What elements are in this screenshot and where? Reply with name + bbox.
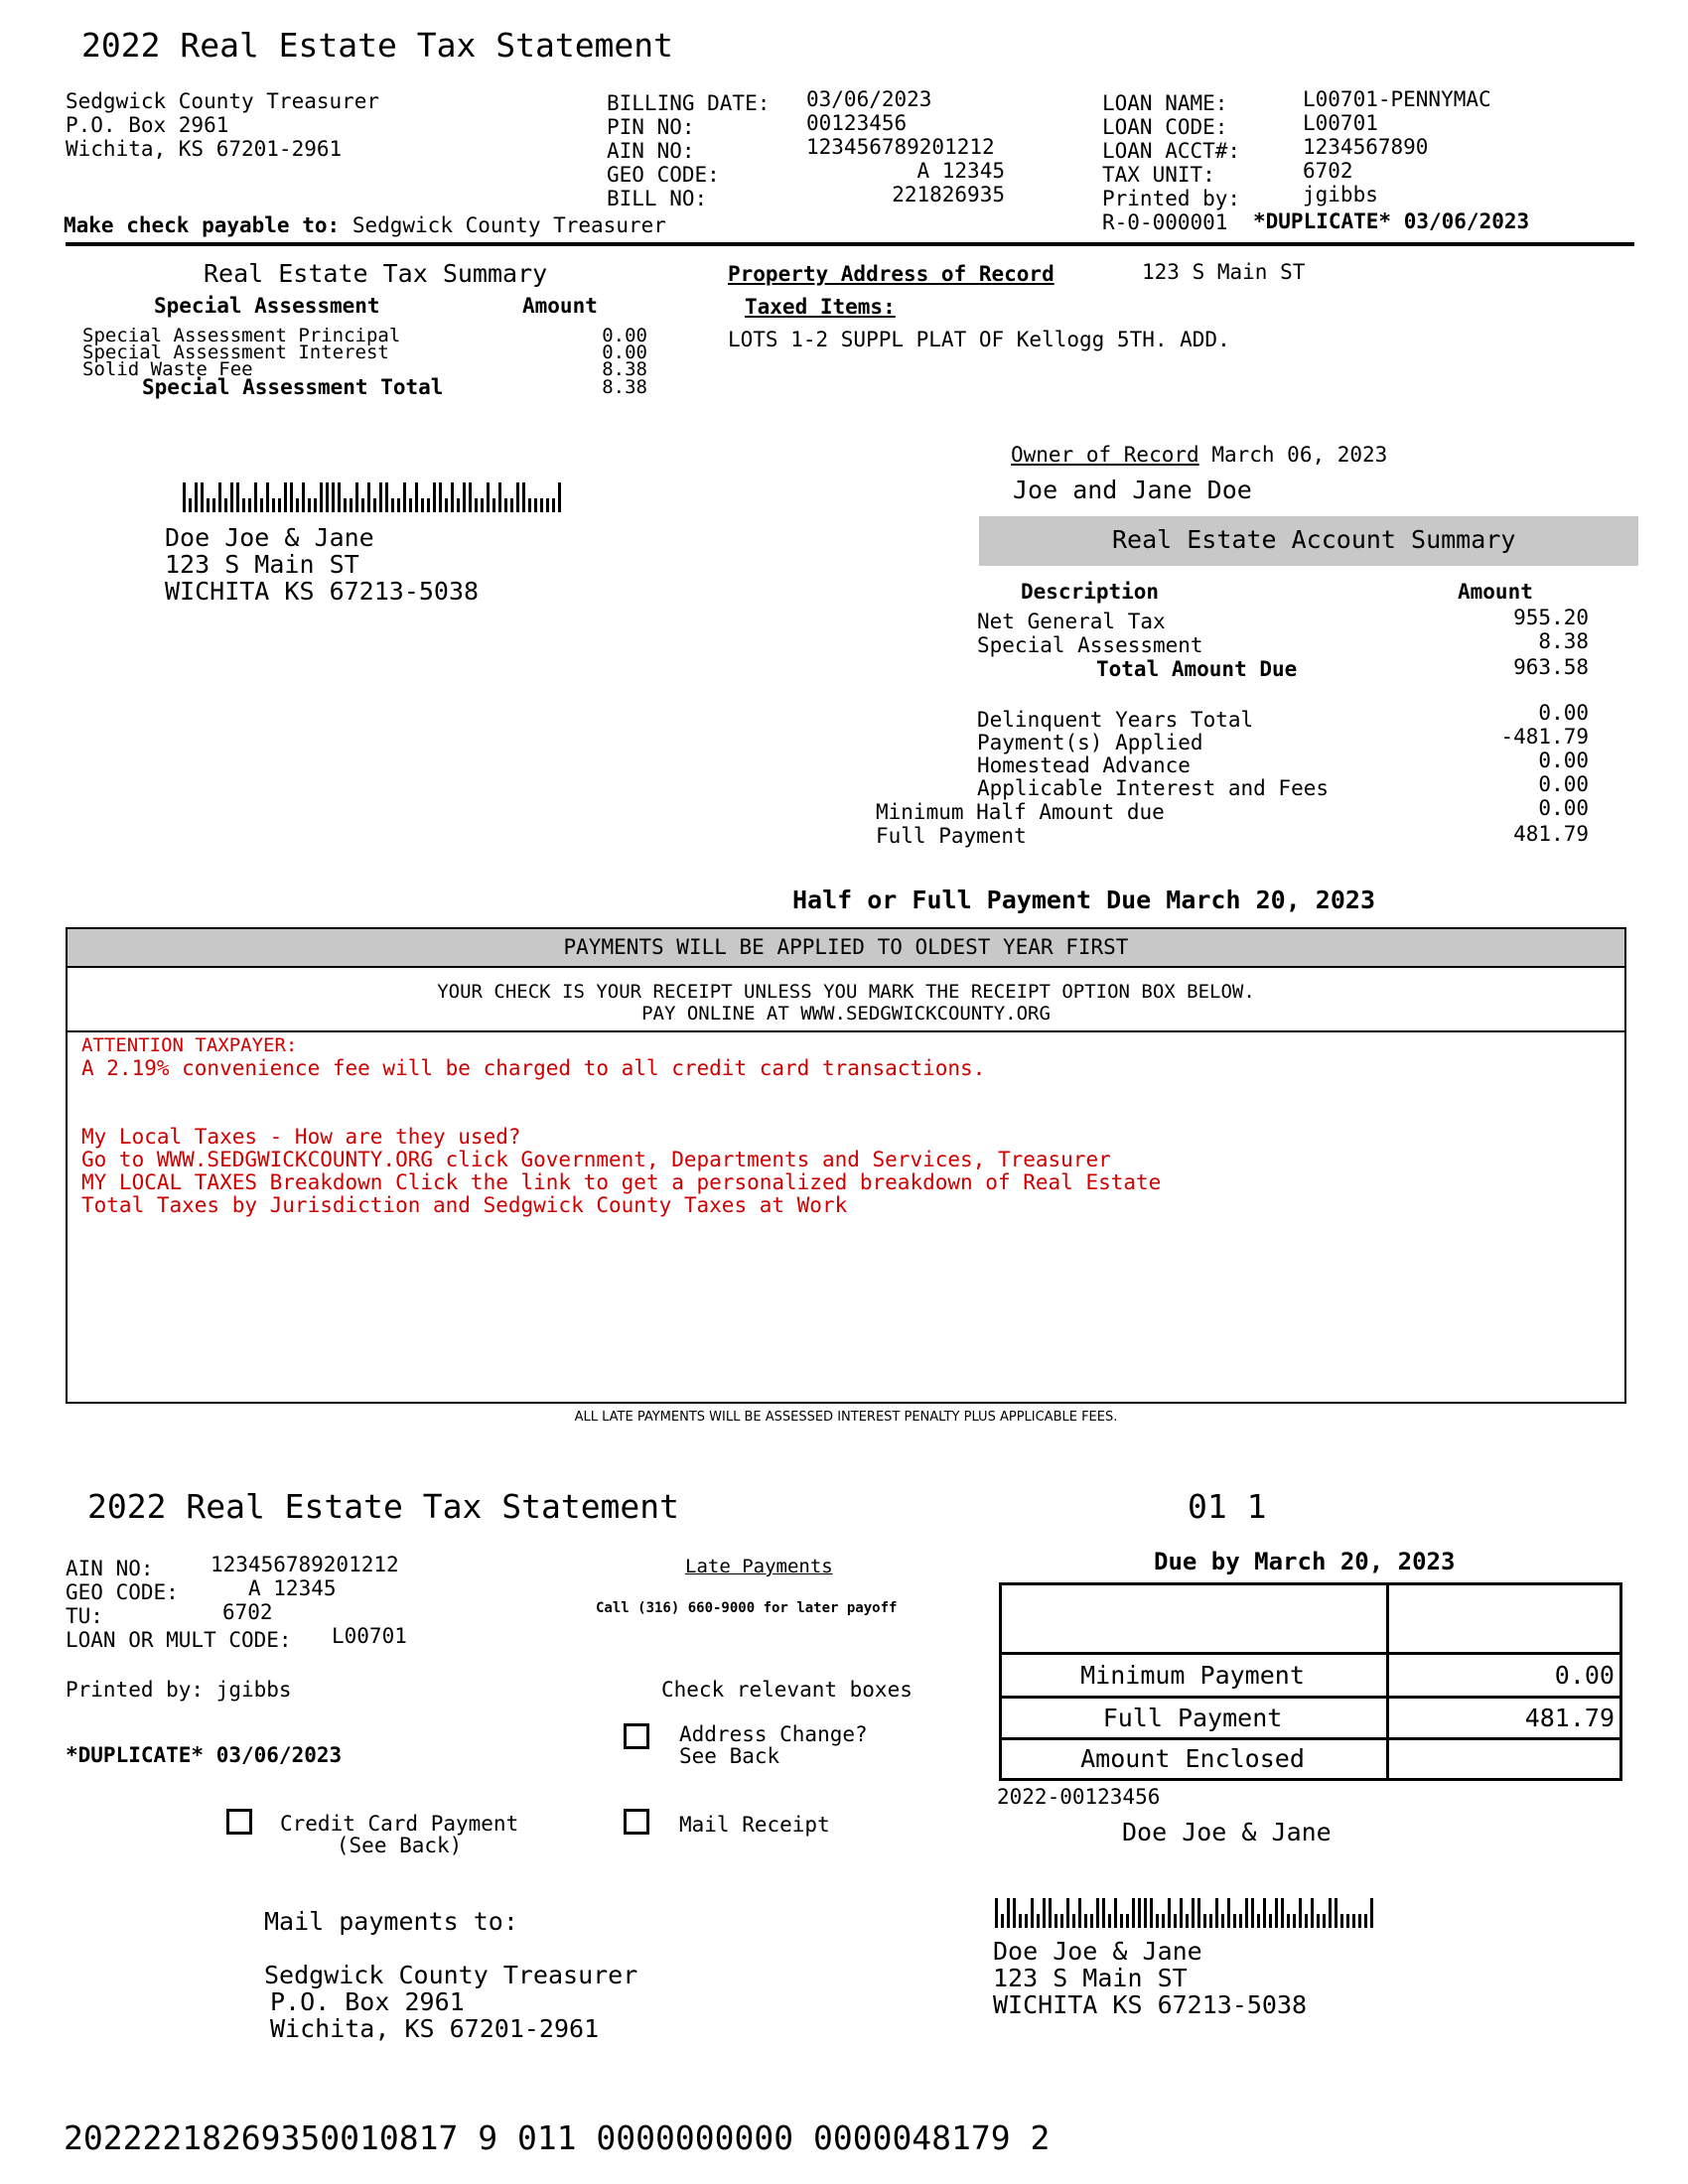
account-rows1-values: 955.20 8.38 (1513, 606, 1589, 653)
stub-duplicate: *DUPLICATE* 03/06/2023 (66, 1743, 343, 1767)
min-payment-label: Minimum Payment (1080, 1661, 1305, 1690)
postal-barcode-top (183, 482, 561, 512)
stub-ain-value: 123456789201212 (211, 1553, 399, 1576)
late-call: Call (316) 660-9000 for later payoff (596, 1600, 898, 1616)
owner-name: Joe and Jane Doe (1013, 476, 1252, 504)
credit-card-checkbox[interactable] (226, 1809, 252, 1835)
address-change-label: Address Change? See Back (679, 1722, 868, 1768)
summary-values: 0.00 0.00 8.38 (602, 325, 647, 380)
stub-labels: AIN NO: GEO CODE: TU: LOAN OR MULT CODE: (66, 1557, 292, 1652)
min-half-label: Minimum Half Amount due (876, 800, 1165, 824)
statement-title: 2022 Real Estate Tax Statement (81, 26, 674, 65)
stub-loan-value: L00701 (332, 1624, 407, 1648)
bill-ref: 2022-00123456 (997, 1785, 1161, 1809)
late-fees-note: ALL LATE PAYMENTS WILL BE ASSESSED INTEREST PENALTY PLUS APPLICABLE FEES. (574, 1410, 1118, 1425)
stub-title: 2022 Real Estate Tax Statement (87, 1487, 680, 1526)
notice-banner-rule (68, 966, 1624, 968)
property-address-label: Property Address of Record (728, 262, 1055, 286)
notice-banner: PAYMENTS WILL BE APPLIED TO OLDEST YEAR FIRST (563, 935, 1129, 959)
account-total-value: 963.58 (1513, 655, 1589, 679)
payment-table-rule3 (999, 1737, 1622, 1740)
stub-geo-value: A 12345 (248, 1576, 337, 1600)
min-payment-value: 0.00 (1554, 1661, 1615, 1690)
mailing-address-top: Doe Joe & Jane 123 S Main ST WICHITA KS 67213-5038 (165, 523, 480, 606)
address-change-checkbox[interactable] (624, 1723, 649, 1749)
account-rows2-values: 0.00 -481.79 0.00 0.00 (1500, 701, 1589, 796)
mail-to-label: Mail payments to: (264, 1907, 518, 1936)
late-payments-label: Late Payments (685, 1556, 833, 1577)
due-by: Due by March 20, 2023 (1154, 1548, 1456, 1575)
due-heading: Half or Full Payment Due March 20, 2023 (792, 886, 1375, 914)
payable-line: Make check payable to: Sedgwick County Treasurer (64, 213, 666, 237)
payment-table-divider (1386, 1582, 1389, 1781)
stub-tu-value: 6702 (222, 1600, 273, 1624)
account-total-label: Total Amount Due (1096, 657, 1298, 681)
payment-table-rule1 (999, 1652, 1622, 1655)
stub-full-payment-label: Full Payment (1102, 1704, 1283, 1732)
check-boxes-label: Check relevant boxes (661, 1678, 913, 1702)
summary-total-value: 8.38 (602, 376, 647, 398)
loan-values: L00701-PENNYMAC L00701 1234567890 6702 jgibbs (1303, 87, 1491, 206)
summary-total-label: Special Assessment Total (142, 375, 444, 399)
credit-card-label: Credit Card Payment (See Back) (280, 1812, 519, 1857)
notice-lines: YOUR CHECK IS YOUR RECEIPT UNLESS YOU MARK THE RECEIPT OPTION BOX BELOW. PAY ONLINE AT WWW.SEDGWICKCOUNTY.ORG (437, 981, 1255, 1024)
stub-code: 01 1 (1188, 1487, 1267, 1526)
notice-rule (68, 1030, 1624, 1032)
account-rows1-labels: Net General Tax Special Assessment (977, 610, 1203, 657)
summary-col-amount: Amount (522, 294, 598, 318)
stub-full-payment-value: 481.79 (1524, 1704, 1615, 1732)
account-rows2-labels: Delinquent Years Total Payment(s) Applied Homestead Advance Applicable Interest and Fees (977, 708, 1330, 800)
stub-name: Doe Joe & Jane (1122, 1818, 1332, 1846)
summary-col-desc: Special Assessment (154, 294, 380, 318)
account-col-amount: Amount (1458, 580, 1533, 604)
mail-receipt-checkbox[interactable] (624, 1809, 649, 1835)
taxed-items-value: LOTS 1-2 SUPPL PLAT OF Kellogg 5TH. ADD. (728, 328, 1230, 351)
owner-line: Owner of Record March 06, 2023 (1011, 443, 1388, 467)
mailing-address-bottom: Doe Joe & Jane 123 S Main ST WICHITA KS 67213-5038 (993, 1937, 1308, 2019)
amount-enclosed-field[interactable] (1392, 1745, 1617, 1775)
taxed-items-label: Taxed Items: (745, 295, 896, 319)
min-half-value: 0.00 (1538, 796, 1589, 820)
postal-barcode-bottom (995, 1898, 1373, 1928)
full-payment-value: 481.79 (1513, 822, 1589, 846)
stub-printed-by: Printed by: jgibbs (66, 1678, 292, 1702)
mail-to-address: Sedgwick County Treasurer P.O. Box 2961 Wichita, KS 67201-2961 (264, 1961, 638, 2043)
account-col-desc: Description (1021, 580, 1160, 604)
payment-table-rule2 (999, 1696, 1622, 1699)
loan-labels: LOAN NAME: LOAN CODE: LOAN ACCT#: TAX UNIT: Printed by: R-0-000001 (1102, 91, 1241, 234)
duplicate-stamp: *DUPLICATE* 03/06/2023 (1253, 209, 1530, 233)
header-divider (66, 242, 1634, 246)
mail-receipt-label: Mail Receipt (679, 1813, 830, 1837)
summary-labels: Special Assessment Principal Special Assessment Interest Solid Waste Fee (82, 325, 401, 380)
summary-title: Real Estate Tax Summary (204, 259, 548, 288)
scanline: 20222218269350010817 9 011 0000000000 0000048179 2 (64, 2118, 1051, 2157)
property-address-value: 123 S Main ST (1142, 260, 1306, 284)
full-payment-label: Full Payment (876, 824, 1027, 848)
treasurer-address: Sedgwick County Treasurer P.O. Box 2961 Wichita, KS 67201-2961 (66, 89, 380, 161)
account-summary-title: Real Estate Account Summary (1112, 525, 1516, 554)
billing-values: 03/06/2023 00123456 123456789201212 A 12345 221826935 (806, 87, 1005, 206)
attention-text: ATTENTION TAXPAYER: A 2.19% convenience fee will be charged to all credit card transactions. My Local Taxes - How are they used? Go to WWW.SEDGWICKCOUNTY.ORG click Government, Departments and Services, Treasurer MY LOCAL TAXES Breakdown Click the link to get a personalized breakdown of Real Estate Total Taxes by Jurisdiction and Sedgwick County Taxes at Work (81, 1034, 1162, 1217)
billing-labels: BILLING DATE: PIN NO: AIN NO: GEO CODE: BILL NO: (607, 91, 771, 210)
amount-enclosed-label: Amount Enclosed (1080, 1744, 1305, 1773)
